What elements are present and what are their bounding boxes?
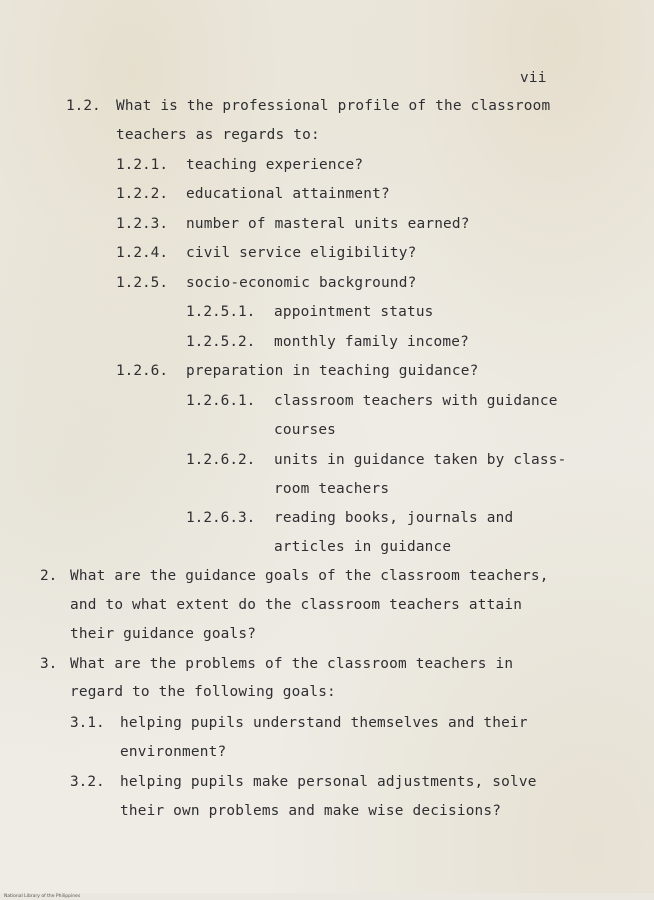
item-number: 1.2.3. bbox=[116, 216, 168, 232]
item-text-line: civil service eligibility? bbox=[186, 245, 417, 261]
item-text-line: monthly family income? bbox=[274, 334, 470, 350]
item-text-line: articles in guidance bbox=[274, 539, 452, 555]
item-text-line: teaching experience? bbox=[186, 157, 364, 173]
item-number: 1.2.4. bbox=[116, 245, 168, 261]
item-text-line: teachers as regards to: bbox=[116, 127, 320, 143]
item-text-line: What are the guidance goals of the classroom teachers, bbox=[70, 568, 549, 584]
item-number: 1.2.6.2. bbox=[186, 452, 256, 468]
item-text-line: preparation in teaching guidance? bbox=[186, 363, 479, 379]
item-text-line: and to what extent do the classroom teachers attain bbox=[70, 597, 523, 613]
item-text-line: educational attainment? bbox=[186, 186, 390, 202]
item-text-line: appointment status bbox=[274, 304, 434, 320]
item-text-line: regard to the following goals: bbox=[70, 684, 336, 700]
item-text-line: units in guidance taken by class- bbox=[274, 452, 567, 468]
item-text-line: their own problems and make wise decisions? bbox=[120, 803, 502, 819]
item-text-line: What are the problems of the classroom teachers in bbox=[70, 656, 514, 672]
item-text-line: their guidance goals? bbox=[70, 626, 257, 642]
item-number: 1.2.1. bbox=[116, 157, 168, 173]
item-number: 1.2.6. bbox=[116, 363, 168, 379]
item-text-line: helping pupils make personal adjustments, solve bbox=[120, 774, 537, 790]
page-number: vii bbox=[520, 70, 547, 86]
item-number: 1.2.6.1. bbox=[186, 393, 256, 409]
item-number: 1.2.5. bbox=[116, 275, 168, 291]
item-text-line: socio-economic background? bbox=[186, 275, 417, 291]
item-number: 1.2.5.1. bbox=[186, 304, 256, 320]
item-text-line: helping pupils understand themselves and their bbox=[120, 715, 528, 731]
item-text-line: courses bbox=[274, 422, 337, 438]
item-text-line: reading books, journals and bbox=[274, 510, 514, 526]
item-text-line: environment? bbox=[120, 744, 227, 760]
footer-credit: National Library of the Philippines bbox=[4, 894, 81, 899]
item-number: 1.2. bbox=[66, 98, 101, 114]
item-number: 3.1. bbox=[70, 715, 105, 731]
item-text-line: room teachers bbox=[274, 481, 390, 497]
item-number: 1.2.2. bbox=[116, 186, 168, 202]
item-number: 1.2.6.3. bbox=[186, 510, 256, 526]
item-number: 3.2. bbox=[70, 774, 105, 790]
item-number: 2. bbox=[40, 568, 58, 584]
item-number: 3. bbox=[40, 656, 58, 672]
item-text-line: classroom teachers with guidance bbox=[274, 393, 558, 409]
item-number: 1.2.5.2. bbox=[186, 334, 256, 350]
item-text-line: What is the professional profile of the classroom bbox=[116, 98, 551, 114]
item-text-line: number of masteral units earned? bbox=[186, 216, 470, 232]
